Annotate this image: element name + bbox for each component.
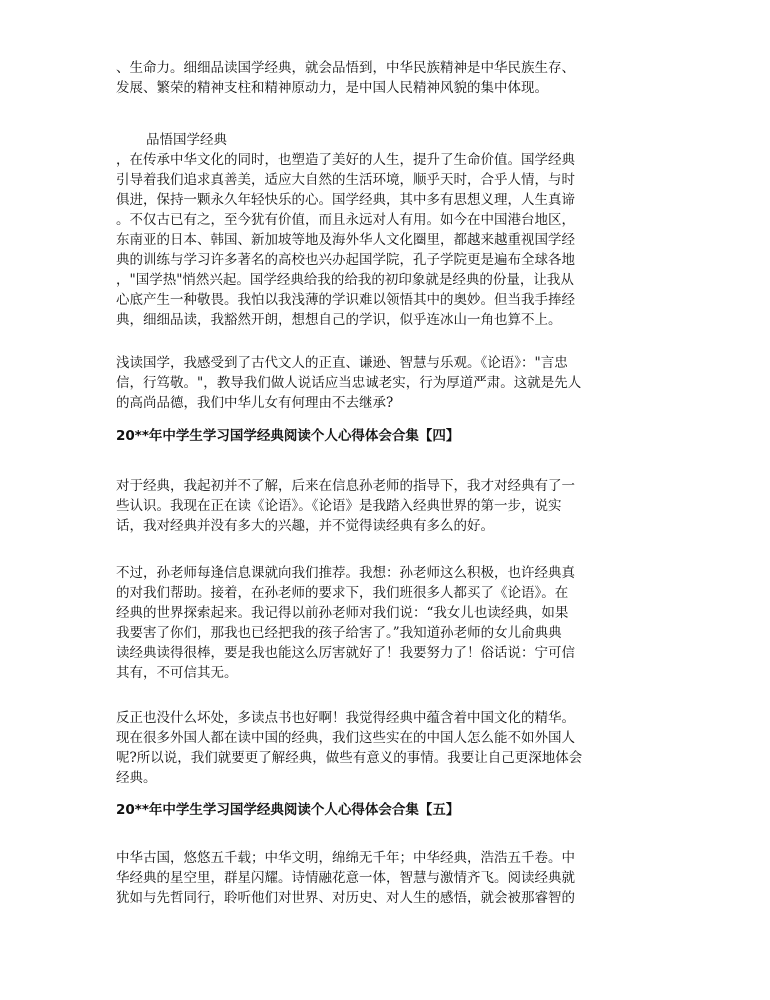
text-line: 读经典读得很棒，要是我也能这么厉害就好了！我要努力了！俗话说：宁可信: [116, 645, 575, 661]
text-line: 的对我们帮助。接着，在孙老师的要求下，我们班很多人都买了《论语》。在: [116, 585, 569, 601]
text-line: 对于经典，我起初并不了解，后来在信息孙老师的指导下，我才对经典有了一: [116, 478, 575, 494]
text-line: 心底产生一种敬畏。我怕以我浅薄的学识难以领悟其中的奥妙。但当我手捧经: [116, 292, 575, 308]
text-line: 我要害了你们，那我也已经把我的孩子给害了。”我知道孙老师的女儿俞典典: [116, 625, 562, 641]
text-line: 经典。: [116, 770, 157, 786]
text-line: 其有，不可信其无。: [116, 665, 238, 681]
text-line: 现在很多外国人都在读中国的经典，我们这些实在的中国人怎么能不如外国人: [116, 730, 575, 746]
paragraph-4: [116, 476, 656, 536]
text-line: 。不仅古已有之，至今犹有价值，而且永远对人有用。如今在中国港台地区，: [116, 212, 575, 228]
text-line: 不过，孙老师每逢信息课就向我们推荐。我想：孙老师这么积极，也许经典真: [116, 565, 575, 581]
text-line: 华经典的星空里，群星闪耀。诗情融花意一体，智慧与激情齐飞。阅读经典就: [116, 870, 575, 886]
paragraph-5: [116, 563, 656, 683]
paragraph-6: [116, 708, 656, 788]
text-line: 信，行笃敬。"，教导我们做人说话应当忠诚老实，行为厚道严肃。这就是先人: [116, 375, 582, 391]
text-line: 犹如与先哲同行，聆听他们对世界、对历史、对人生的感悟，就会被那睿智的: [116, 890, 575, 906]
paragraph-7: [116, 848, 656, 908]
text-line: 典，细细品读，我豁然开朗，想想自己的学识，似乎连冰山一角也算不上。: [116, 312, 562, 328]
text-line: 反正也没什么坏处，多读点书也好啊！我觉得经典中蕴含着中国文化的精华。: [116, 710, 575, 726]
section-heading-4: [116, 426, 656, 446]
heading-text: 20**年中学生学习国学经典阅读个人心得体会合集【五】: [116, 802, 460, 818]
text-line: 呢?所以说，我们就要更了解经典，做些有意义的事情。我要让自己更深地体会: [116, 750, 583, 766]
text-line: ，"国学热"悄然兴起。国学经典给我的给我的初印象就是经典的份量，让我从: [116, 272, 574, 288]
paragraph-2: [116, 150, 656, 330]
text-line: 浅读国学，我感受到了古代文人的正直、谦逊、智慧与乐观。《论语》："言忠: [116, 355, 568, 371]
text-line: 典的训练与学习许多著名的高校也兴办起国学院，孔子学院更是遍布全球各地: [116, 252, 575, 268]
heading-text: 20**年中学生学习国学经典阅读个人心得体会合集【四】: [116, 428, 460, 444]
section-heading-5: [116, 800, 656, 820]
text-line: 东南亚的日本、韩国、新加坡等地及海外华人文化圈里，都越来越重视国学经: [116, 232, 575, 248]
text-line: 、生命力。细细品读国学经典，就会品悟到，中华民族精神是中华民族生存、: [116, 60, 575, 76]
text-line: 俱进，保持一颗永久年轻快乐的心。国学经典，其中多有思想义理，人生真谛: [116, 192, 575, 208]
text-line: 发展、繁荣的精神支柱和精神原动力，是中国人民精神风貌的集中体现。: [116, 80, 548, 96]
paragraph-3: [116, 353, 656, 413]
section-title-pinwu: [146, 130, 686, 150]
text-line: 中华古国，悠悠五千载；中华文明，绵绵无千年；中华经典，浩浩五千卷。中: [116, 850, 575, 866]
text-line: ，在传承中华文化的同时，也塑造了美好的人生，提升了生命价值。国学经典: [116, 152, 575, 168]
text-line: 经典的世界探索起来。我记得以前孙老师对我们说：“我女儿也读经典，如果: [116, 605, 569, 621]
text-line: 引导着我们追求真善美，适应大自然的生活环境，顺乎天时，合乎人情，与时: [116, 172, 575, 188]
text-line: 品悟国学经典: [146, 132, 227, 148]
paragraph-1: [116, 58, 656, 98]
text-line: 话，我对经典并没有多大的兴趣，并不觉得读经典有多么的好。: [116, 518, 494, 534]
text-line: 些认识。我现在正在读《论语》。《论语》是我踏入经典世界的第一步，说实: [116, 498, 562, 514]
text-line: 的高尚品德，我们中华儿女有何理由不去继承?: [116, 395, 394, 411]
